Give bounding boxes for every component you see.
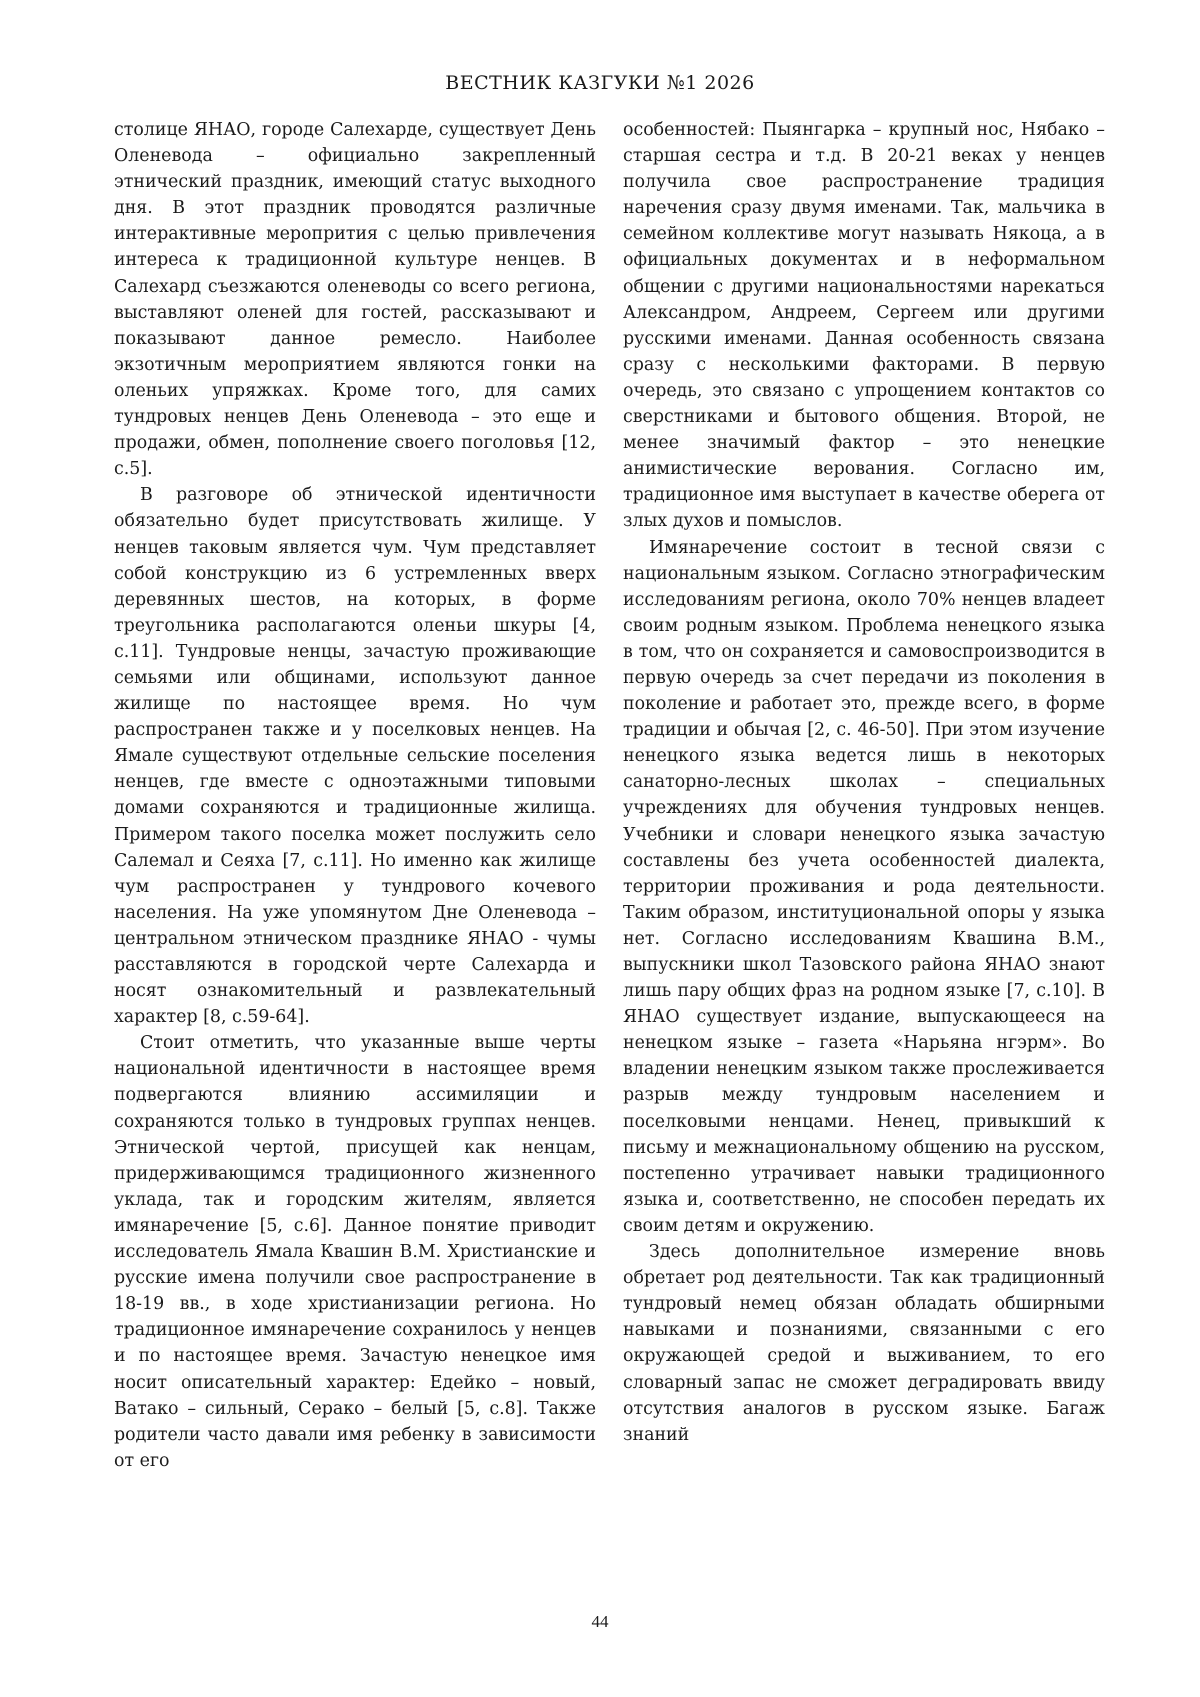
page-number: 44 bbox=[591, 1612, 609, 1631]
journal-header: ВЕСТНИК КАЗГУКИ №1 2026 bbox=[445, 72, 755, 94]
paragraph-left-3: Стоит отметить, что указанные выше черты национальной идентичности в настоящее время подвергаются влиянию ассимиляции и сохраняются только в тундровых группах ненцев. Этнической чертой, присущей как ненцам, придерживающимся традиционного жизненного уклада, так и городским жителям, является имянаречение [5, с.6]. Данное понятие приводит исследователь Ямала Квашин В.М. Христианские и русские имена получили свое распространение в 18-19 вв., в ходе христианизации региона. Но традиционное имянаречение сохранилось у ненцев и по настоящее время. Зачастую ненецкое имя носит описательный характер: Едейко – новый, Ватако – сильный, Серако – белый [5, с.8]. Также родители часто давали имя ребенку в зависимости от его bbox=[114, 1033, 596, 1471]
right-column bbox=[623, 117, 1105, 1448]
paragraph-right-1: особенностей: Пыянгарка – крупный нос, Нябако – старшая сестра и т.д. В 20-21 веках у ненцев получила свое распространение традиция наречения сразу двумя именами. Так, мальчика в семейном коллективе могут называть Някоца, а в официальных документах и в неформальном общении с другими национальностями нарекаться Александром, Андреем, Сергеем или другими русскими именами. Данная особенность связана сразу с несколькими факторами. В первую очередь, это связано с упрощением контактов со сверстниками и бытового общения. Второй, не менее значимый фактор – это ненецкие анимистические верования. Согласно им, традиционное имя выступает в качестве оберега от злых духов и помыслов. bbox=[623, 120, 1105, 532]
left-column bbox=[114, 117, 596, 1474]
paragraph-left-1: столице ЯНАО, городе Салехарде, существует День Оленевода – официально закрепленный этнический праздник, имеющий статус выходного дня. В этот праздник проводятся различные интерактивные меропрития с целью привлечения интереса к традиционной культуре ненцев. В Салехард съезжаются оленеводы со всего региона, выставляют оленей для гостей, рассказывают и показывают данное ремесло. Наиболее экзотичным мероприятием являются гонки на оленьих упряжках. Кроме того, для самих тундровых ненцев День Оленевода – это еще и продажи, обмен, пополнение своего поголовья [12, с.5]. bbox=[114, 120, 596, 480]
paragraph-right-2: Имянаречение состоит в тесной связи с национальным языком. Согласно этнографическим исследованиям региона, около 70% ненцев владеет своим родным языком. Проблема ненецкого языка в том, что он сохраняется и самовоспроизводится в первую очередь за счет передачи из поколения в поколение и работает это, прежде всего, в форме традиции и обычая [2, с. 46-50]. При этом изучение ненецкого языка ведется лишь в некоторых санаторно-лесных школах – специальных учреждениях для обучения тундровых ненцев. Учебники и словари ненецкого языка зачастую составлены без учета особенностей диалекта, территории проживания и рода деятельности. Таким образом, институциональной опоры у языка нет. Согласно исследованиям Квашина В.М., выпускники школ Тазовского района ЯНАО знают лишь пару общих фраз на родном языке [7, с.10]. В ЯНАО существует издание, выпускающееся на ненецком языке – газета «Нарьяна нгэрм». Во владении ненецким языком также прослеживается разрыв между тундровым населением и поселковыми ненцами. Ненец, привыкший к письму и межнациональному общению на русском, постепенно утрачивает навыки традиционного языка и, соответственно, не способен передать их своим детям и окружению. bbox=[623, 537, 1105, 1236]
paragraph-left-2: В разговоре об этнической идентичности обязательно будет присутствовать жилище. У ненцев таковым является чум. Чум представляет собой конструкцию из 6 устремленных вверх деревянных шестов, на которых, в форме треугольника располагаются оленьи шкуры [4, с.11]. Тундровые ненцы, зачастую проживающие семьями или общинами, используют данное жилище по настоящее время. Но чум распространен также и у поселковых ненцев. На Ямале существуют отдельные сельские поселения ненцев, где вместе с одноэтажными типовыми домами сохраняются и традиционные жилища. Примером такого поселка может послужить село Салемал и Сеяха [7, с.11]. Но именно как жилище чум распространен у тундрового кочевого населения. На уже упомянутом Дне Оленевода – центральном этническом празднике ЯНАО - чумы расставляются в городской черте Салехарда и носят ознакомительный и развлекательный характер [8, с.59-64]. bbox=[114, 485, 596, 1028]
paragraph-right-3: Здесь дополнительное измерение вновь обретает род деятельности. Так как традиционный тундровый немец обязан обладать обширными навыками и познаниями, связанными с его окружающей средой и выживанием, то его словарный запас не сможет деградировать ввиду отсутствия аналогов в русском языке. Багаж знаний bbox=[623, 1242, 1105, 1445]
